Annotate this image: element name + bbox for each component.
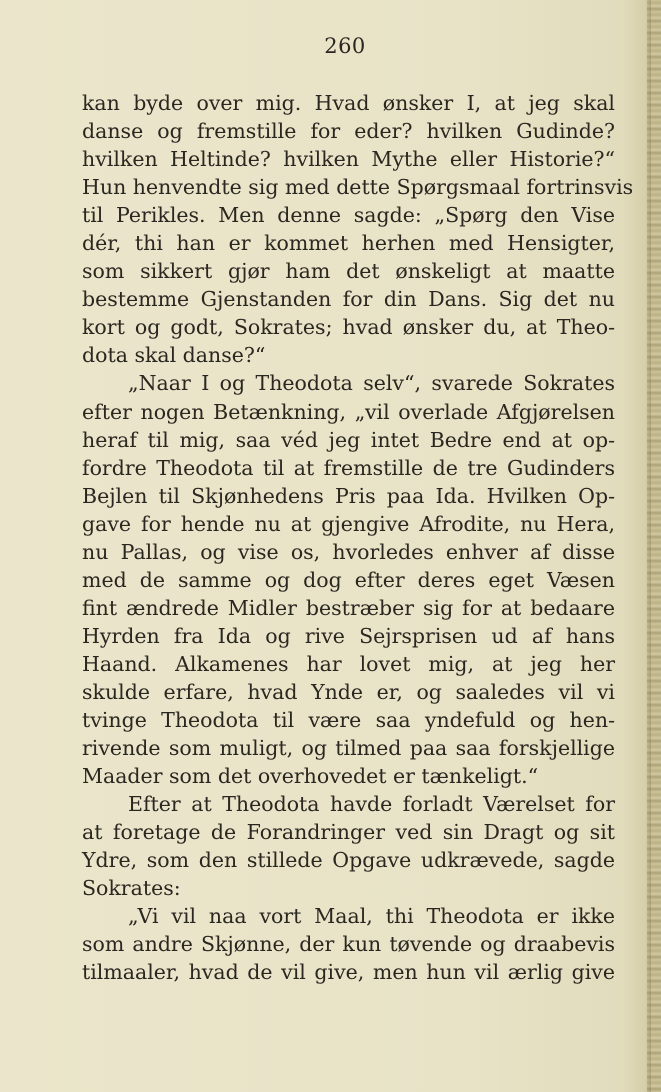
text-line: Maader som det overhovedet er tænkeligt.“ bbox=[82, 764, 539, 789]
text-line: Haand. Alkamenes har lovet mig, at jeg her bbox=[82, 651, 615, 676]
text-line: Efter at Theodota havde forladt Værelset for bbox=[128, 792, 615, 817]
text-line: heraf til mig, saa véd jeg intet Bedre end at op- bbox=[82, 427, 615, 452]
page-number: 260 bbox=[324, 34, 366, 58]
text-line: bestemme Gjenstanden for din Dans. Sig det nu bbox=[82, 287, 615, 312]
text-line: tvinge Theodota til være saa yndefuld og hen- bbox=[82, 708, 615, 733]
text-line: hvilken Heltinde? hvilken Mythe eller Historie?“ bbox=[82, 147, 615, 172]
text-line: danse og fremstille for eder? hvilken Gudinde? bbox=[82, 119, 615, 144]
text-line: rivende som muligt, og tilmed paa saa forskjellige bbox=[82, 736, 615, 761]
text-line: Sokrates: bbox=[82, 876, 181, 901]
text-line: efter nogen Betænkning, „vil overlade Afgjørelsen bbox=[82, 399, 615, 424]
text-line: fordre Theodota til at fremstille de tre Gudinders bbox=[82, 455, 615, 480]
body-text bbox=[82, 89, 634, 987]
text-line: skulde erfare, hvad Ynde er, og saaledes vil vi bbox=[82, 679, 615, 704]
text-line: med de samme og dog efter deres eget Væsen bbox=[82, 567, 615, 592]
text-line: som andre Skjønne, der kun tøvende og draabevis bbox=[82, 932, 615, 957]
text-line: Hyrden fra Ida og rive Sejrsprisen ud af hans bbox=[82, 623, 615, 648]
text-line: Ydre, som den stillede Opgave udkrævede, sagde bbox=[82, 848, 615, 873]
text-line: nu Pallas, og vise os, hvorledes enhver af disse bbox=[82, 539, 615, 564]
page-edge-shadow bbox=[646, 0, 651, 1092]
text-line: „Naar I og Theodota selv“, svarede Sokrates bbox=[128, 371, 615, 396]
text-line: kort og godt, Sokrates; hvad ønsker du, at Theo- bbox=[82, 315, 615, 340]
text-line: „Vi vil naa vort Maal, thi Theodota er ikke bbox=[128, 904, 615, 929]
text-line: fint ændrede Midler bestræber sig for at bedaare bbox=[82, 595, 615, 620]
text-line: kan byde over mig. Hvad ønsker I, at jeg skal bbox=[82, 91, 615, 115]
text-line: Bejlen til Skjønhedens Pris paa Ida. Hvilken Op- bbox=[82, 483, 615, 508]
text-line: tilmaaler, hvad de vil give, men hun vil ærlig give bbox=[82, 960, 615, 985]
text-line: dér, thi han er kommet herhen med Hensigter, bbox=[82, 231, 615, 256]
text-line: som sikkert gjør ham det ønskeligt at maatte bbox=[82, 259, 615, 284]
text-line: dota skal danse?“ bbox=[82, 343, 266, 368]
text-line: Hun henvendte sig med dette Spørgsmaal fortrinsvis bbox=[82, 175, 634, 200]
text-line: at foretage de Forandringer ved sin Dragt og sit bbox=[82, 820, 615, 845]
text-line: gave for hende nu at gjengive Afrodite, nu Hera, bbox=[82, 511, 615, 536]
text-line: til Perikles. Men denne sagde: „Spørg den Vise bbox=[82, 203, 615, 228]
